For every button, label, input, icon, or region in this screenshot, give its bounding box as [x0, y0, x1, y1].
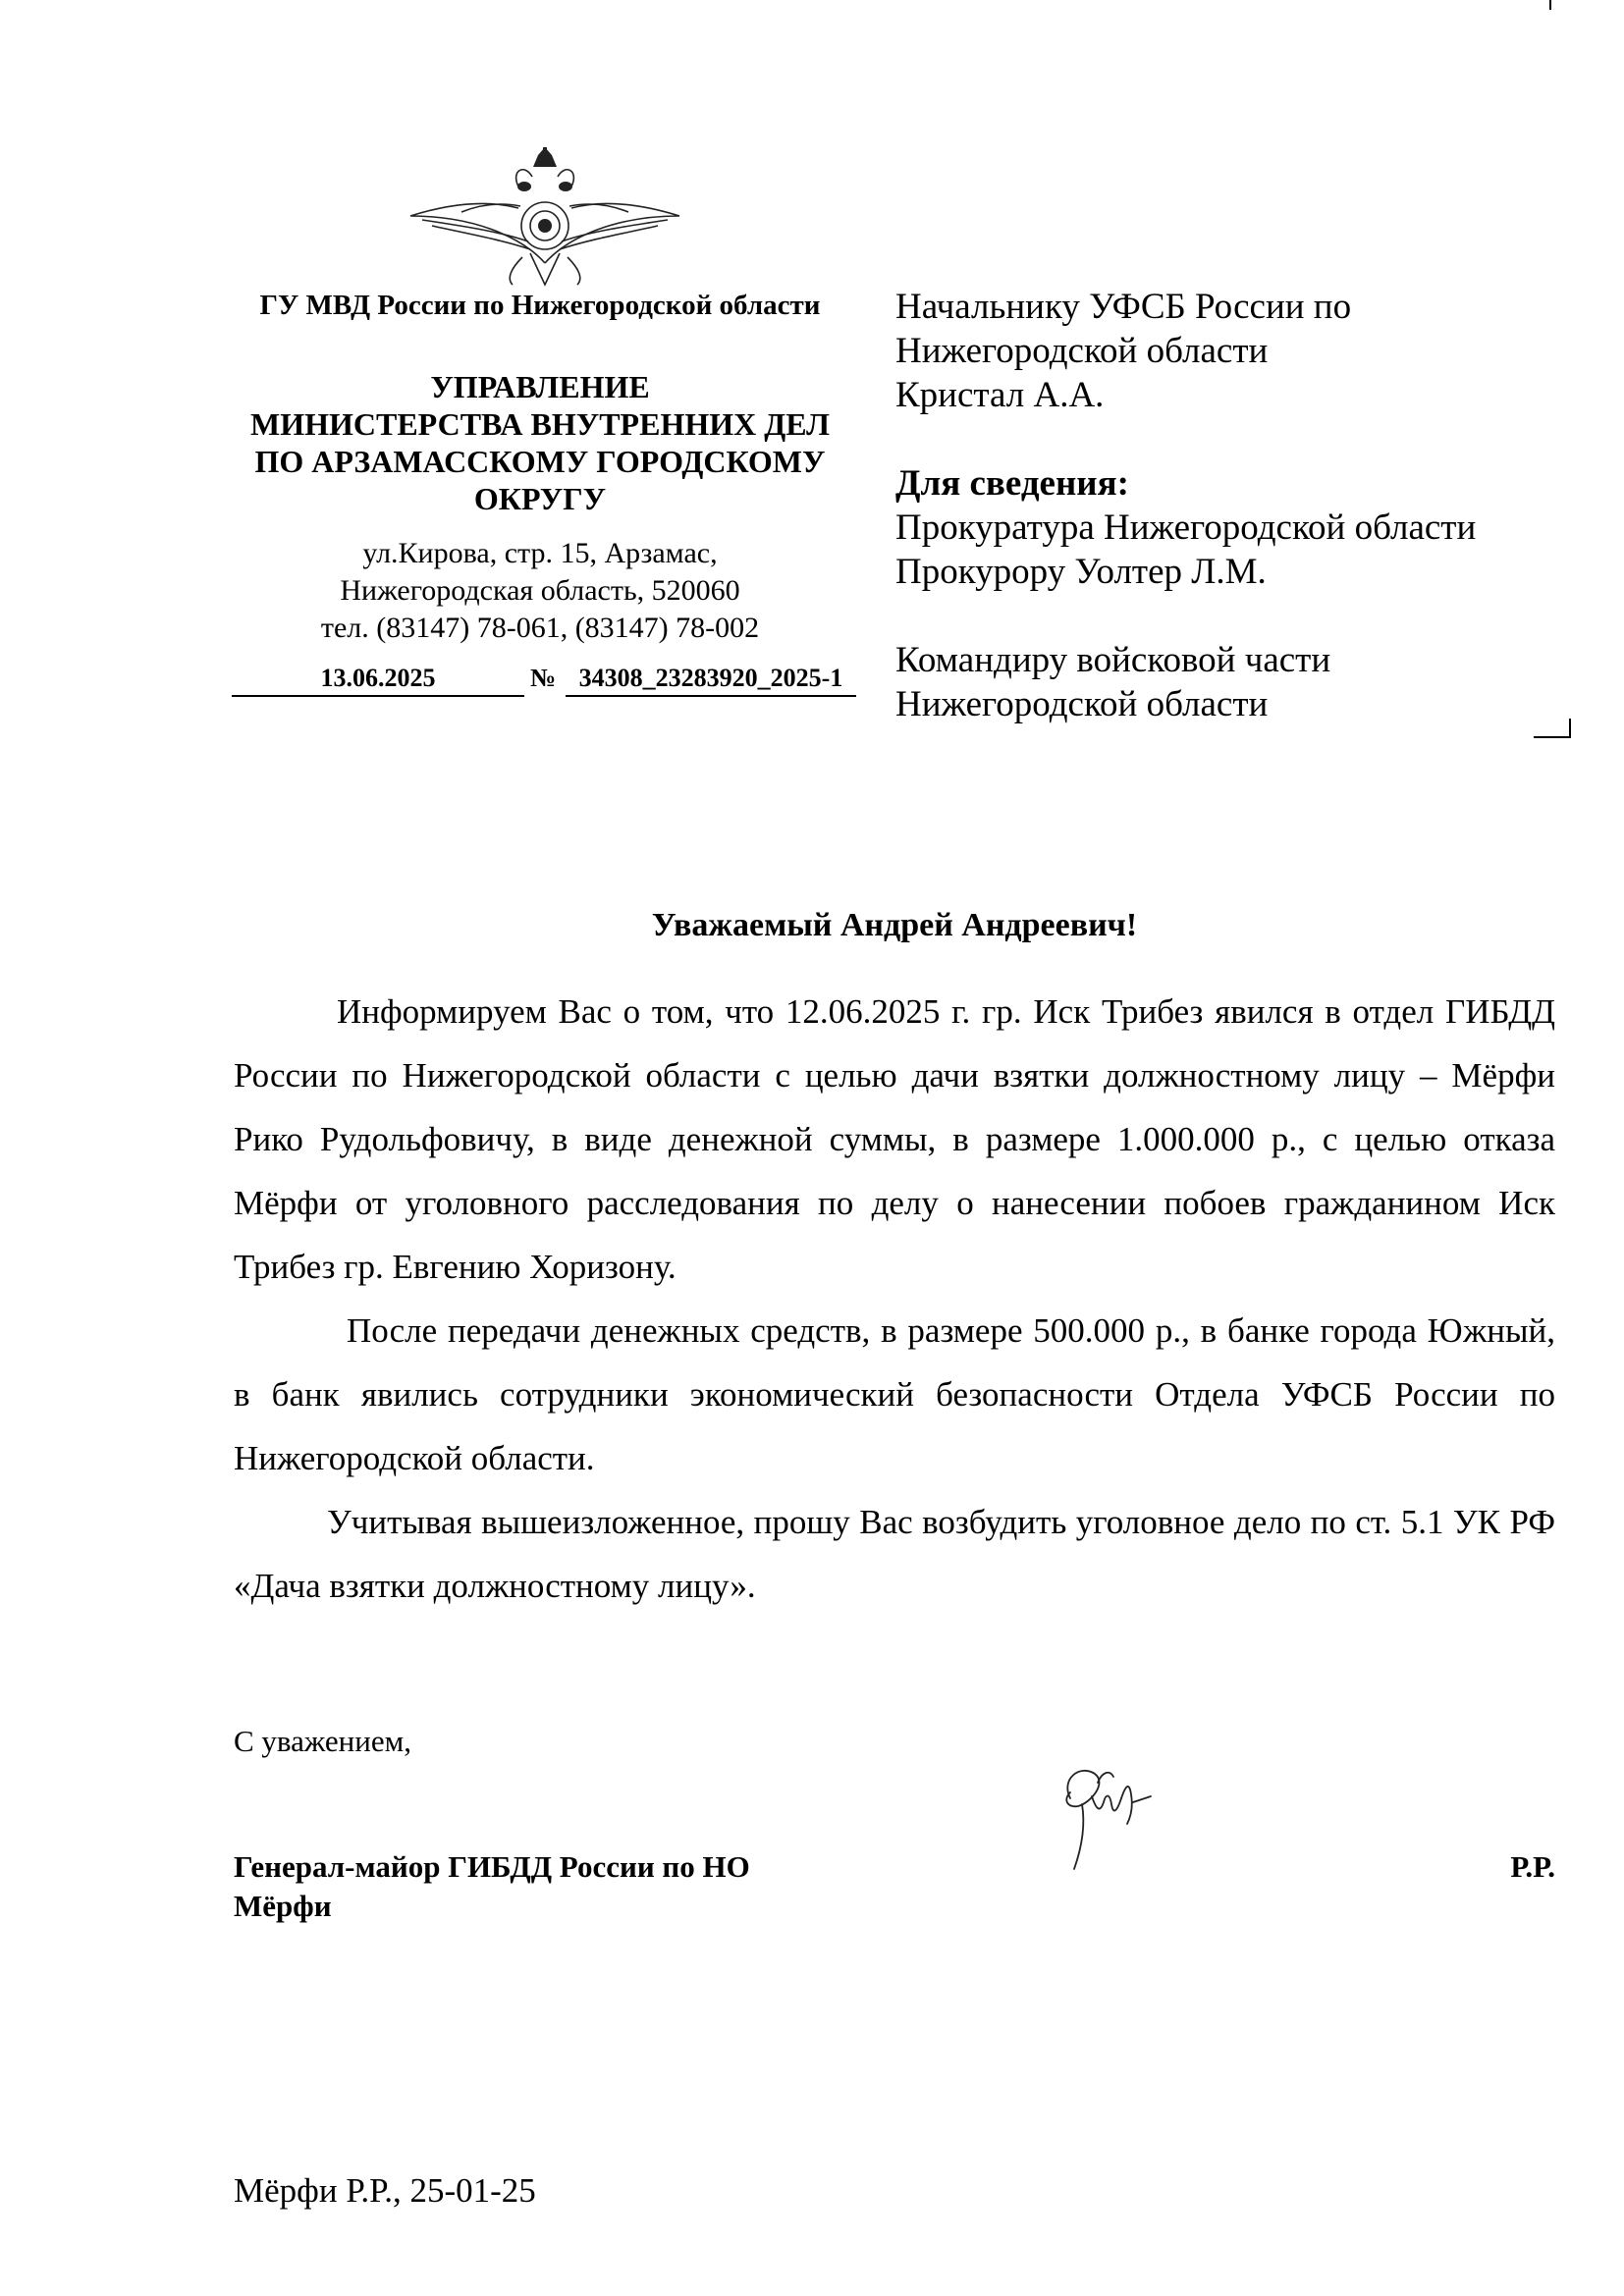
executor-note: Мёрфи Р.Р., 25-01-25 [234, 2171, 536, 2210]
department-line: МИНИСТЕРСТВА ВНУТРЕННИХ ДЕЛ [249, 406, 830, 442]
document-date: 13.06.2025 [232, 664, 524, 697]
signer-initials: Р.Р. [1510, 1849, 1555, 1884]
addressee-name: Кристал А.А. [895, 375, 1105, 415]
letter-body [234, 980, 1555, 1618]
department-address [226, 535, 854, 647]
department-line: ПО АРЗАМАССКОМУ ГОРОДСКОМУ [254, 444, 826, 479]
eagle-emblem-icon [403, 147, 687, 294]
info-line: Нижегородской области [895, 684, 1269, 724]
addressee-line: Нижегородской области [895, 331, 1269, 371]
addressee-block [895, 285, 1583, 726]
addressee-corner-mark [1534, 719, 1571, 738]
info-line: Прокурору Уолтер Л.М. [895, 552, 1267, 592]
info-line: Командиру войсковой части [895, 640, 1331, 680]
corner-tick-mark [1543, 0, 1551, 10]
body-paragraph: Информируем Вас о том, что 12.06.2025 г. гр. Иск Трибез явился в отдел ГИБДД России по Нижегородской области с целью дачи взятки должностному лицу – Мёрфи Рико Рудольфовичу, в виде денежной суммы, в размере 1.000.000 р., с целью отказа Мёрфи от уголовного расследования по делу о нанесении побоев гражданином Иск Трибез гр. Евгению Хоризону. [234, 992, 1555, 1286]
signer-surname: Мёрфи [234, 1889, 332, 1923]
info-line: Прокуратура Нижегородской области [895, 507, 1477, 548]
body-paragraph: После передачи денежных средств, в размере 500.000 р., в банке города Южный, в банк явились сотрудники экономический безопасности Отдела УФСБ России по Нижегородской области. [234, 1311, 1555, 1477]
address-line: тел. (83147) 78-061, (83147) 78-002 [320, 612, 760, 644]
info-label: Для сведения: [895, 463, 1129, 504]
signer-block [234, 1847, 1555, 1926]
department-line: ОКРУГУ [473, 481, 607, 516]
number-sign: № [530, 664, 557, 692]
address-line: ул.Кирова, стр. 15, Арзамас, [362, 537, 718, 569]
addressee-line: Начальнику УФСБ России по [895, 287, 1352, 327]
closing-phrase: С уважением, [234, 1724, 411, 1758]
address-line: Нижегородская область, 520060 [340, 574, 740, 607]
org-parent-name: ГУ МВД России по Нижегородской области [259, 290, 821, 321]
body-paragraph: Учитывая вышеизложенное, прошу Вас возбудить уголовное дело по ст. 5.1 УК РФ «Дача взятки должностному лицу». [234, 1503, 1555, 1605]
salutation: Уважаемый Андрей Андреевич! [651, 907, 1138, 943]
document-number: 34308_23283920_2025-1 [566, 664, 856, 697]
department-line: УПРАВЛЕНИЕ [430, 369, 650, 404]
signer-title: Генерал-майор ГИБДД России по НО [234, 1849, 750, 1884]
registration-line [232, 664, 856, 697]
department-name [226, 368, 854, 517]
